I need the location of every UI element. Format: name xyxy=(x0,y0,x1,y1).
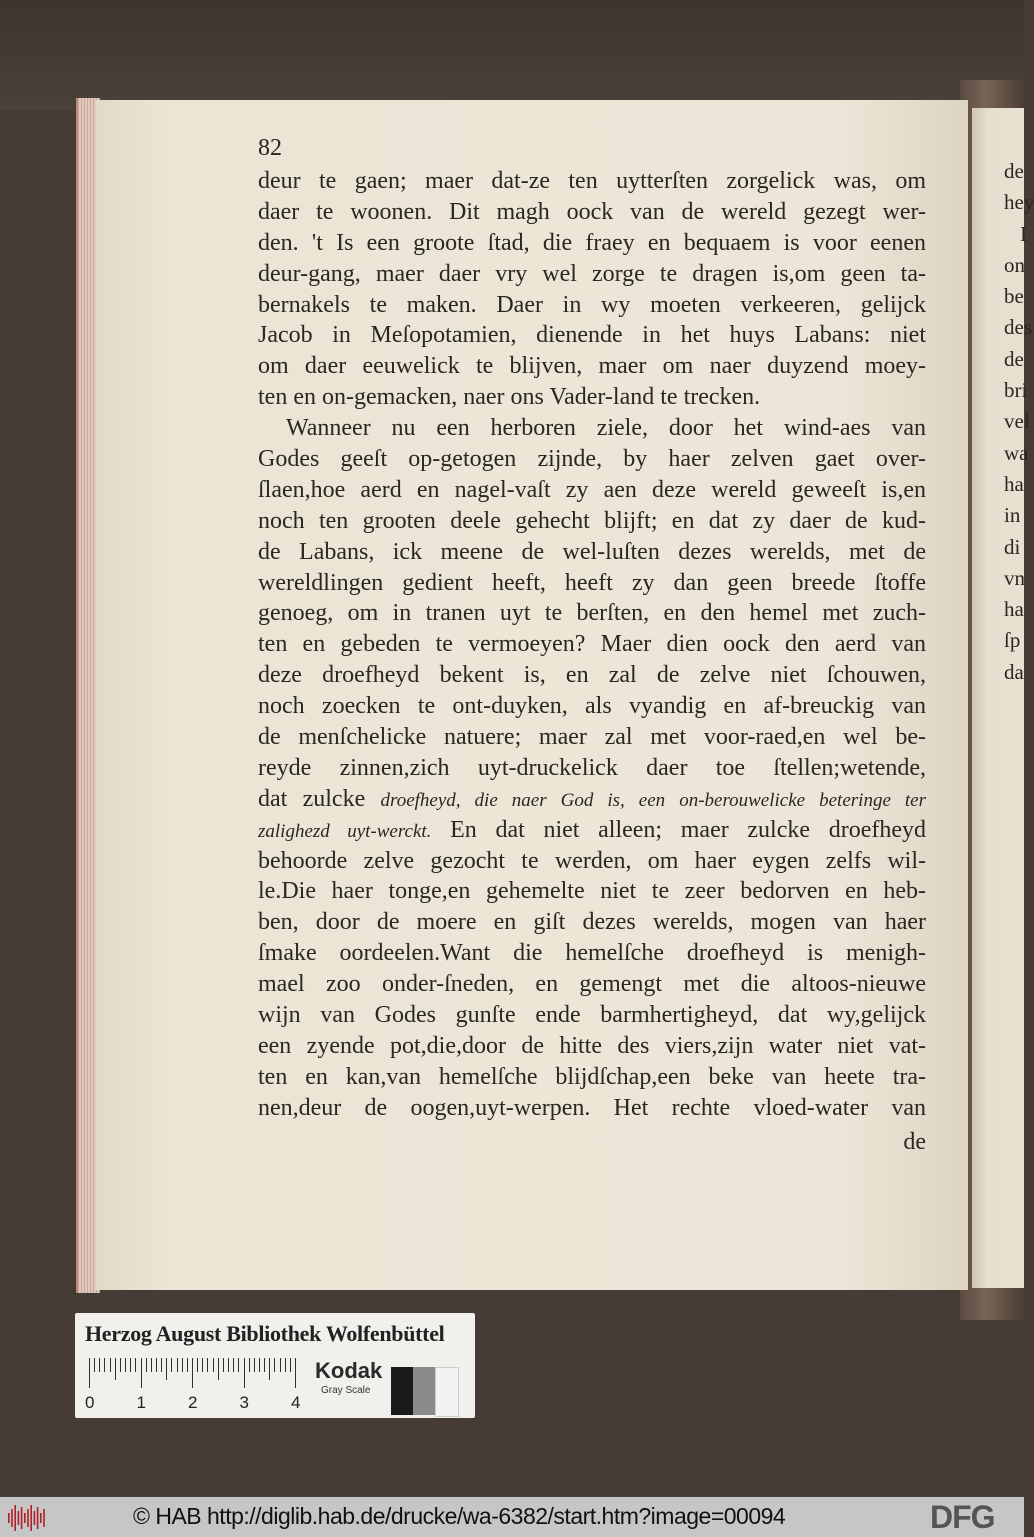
ruler-tick xyxy=(104,1358,105,1372)
ruler-tick xyxy=(130,1358,131,1372)
footer-copyright-url[interactable]: © HAB http://diglib.hab.de/drucke/wa-6382/start.htm?image=00094 xyxy=(133,1503,786,1529)
italic-quote: droefheyd, die naer God is, een on-berouwelicke beteringe ter xyxy=(380,789,926,811)
text-line: ben, door de moere en giſt dezes werelds, mogen van haer xyxy=(258,909,926,936)
facing-text-fragment: vn xyxy=(1004,565,1025,590)
dfg-logo: DFG xyxy=(930,1499,995,1535)
ruler-tick xyxy=(202,1358,203,1372)
text-line: Jacob in Meſopotamien, dienende in het huys Labans: niet xyxy=(258,322,926,349)
facing-text-fragment: bri xyxy=(1004,378,1028,403)
text-line: Wanneer nu een herboren ziele, door het wind-aes van xyxy=(286,415,926,442)
ruler-tick xyxy=(254,1358,255,1372)
facing-text-fragment: ha xyxy=(1004,471,1024,496)
ruler-tick xyxy=(197,1358,198,1372)
text-line: om daer eeuwelick te blijven, maer om naer duyzend moey- xyxy=(258,353,926,380)
ruler-tick xyxy=(274,1358,275,1372)
gray-swatch xyxy=(413,1367,435,1415)
facing-text-fragment: da xyxy=(1004,659,1024,684)
gray-swatch xyxy=(435,1367,459,1417)
ruler-number: 4 xyxy=(291,1393,301,1412)
logo-bar xyxy=(24,1513,26,1523)
gray-swatch xyxy=(391,1367,413,1415)
ruler-tick xyxy=(141,1358,142,1388)
ruler-tick xyxy=(166,1358,167,1380)
text-line: de menſchelicke natuere; maer zal met voor-raed,en wel be- xyxy=(258,724,926,751)
ruler-number: 0 xyxy=(85,1393,95,1412)
text-line: den. 't Is een groote ſtad, die fraey en bequaem is voor eenen xyxy=(258,229,926,256)
text-line xyxy=(258,815,926,846)
text-line: ten en on-gemacken, naer ons Vader-land te trecken. xyxy=(258,384,761,411)
logo-bar xyxy=(27,1509,29,1527)
logo-bar xyxy=(34,1511,36,1525)
ruler-tick xyxy=(207,1358,208,1372)
hab-logo-icon xyxy=(6,1503,48,1533)
text-line: nen,deur de oogen,uyt-werpen. Het rechte vloed-water van xyxy=(258,1094,926,1121)
facing-text-fragment: ſp xyxy=(1004,628,1021,653)
facing-text-fragment: I xyxy=(1020,221,1027,246)
text-line: noch ten grooten deele gehecht blijft; en dat zy daer de kud- xyxy=(258,507,926,534)
text-line: deur-gang, maer daer vry wel zorge te dragen is,om geen ta- xyxy=(258,260,926,287)
text-line: reyde zinnen,zich uyt-druckelick daer toe ſtellen;wetende, xyxy=(258,754,926,781)
ruler-tick xyxy=(125,1358,126,1372)
facing-text-fragment: di xyxy=(1004,534,1021,559)
text-line: behoorde zelve gezocht te werden, om haer eygen zelfs wil- xyxy=(258,847,926,874)
facing-text-fragment: vel xyxy=(1004,409,1030,434)
text-line: Godes geeſt op-getogen zijnde, by haer zelven gaet over- xyxy=(258,446,926,473)
facing-text-fragment: in xyxy=(1004,503,1021,528)
ruler-tick xyxy=(99,1358,100,1372)
ruler-tick xyxy=(120,1358,121,1372)
ruler-tick xyxy=(249,1358,250,1372)
ruler-tick xyxy=(238,1358,239,1372)
text-line: wereldlingen gedient heeft, heeft zy dan geen breede ſtoffe xyxy=(258,569,926,596)
text-line: deur te gaen; maer dat-ze ten uytterſten zorgelick was, om xyxy=(258,168,926,194)
text-line: deze droefheyd bekent is, en zal de zelve niet ſchouwen, xyxy=(258,662,926,689)
text-span: dat zulcke xyxy=(258,785,381,812)
text-line: ten en kan,van hemelſche blijdſchap,een beke van heete tra- xyxy=(258,1063,926,1090)
ruler-tick xyxy=(290,1358,291,1372)
text-span: En dat niet alleen; maer zulcke droefheyd xyxy=(431,816,926,843)
ruler-tick xyxy=(177,1358,178,1372)
logo-bar xyxy=(11,1509,13,1527)
facing-page-text xyxy=(1004,156,1034,688)
ruler-tick xyxy=(161,1358,162,1372)
text-line: noch zoecken te ont-duyken, als vyandig en af-breuckig van xyxy=(258,693,926,720)
logo-bar xyxy=(8,1513,10,1523)
ruler-tick xyxy=(213,1358,214,1372)
logo-bar xyxy=(40,1513,42,1523)
text-line: een zyende pot,die,door de hitte des viers,zijn water niet vat- xyxy=(258,1032,926,1059)
facing-text-fragment: be xyxy=(1004,284,1024,309)
scale-card xyxy=(75,1313,475,1418)
ruler-tick xyxy=(187,1358,188,1372)
logo-bar xyxy=(43,1509,45,1527)
ruler-tick xyxy=(269,1358,270,1380)
text-line: mael zoo onder-ſneden, en gemengt met die altoos-nieuwe xyxy=(258,971,926,998)
ruler-tick xyxy=(280,1358,281,1372)
facing-text-fragment: wa xyxy=(1004,440,1029,465)
facing-text-fragment: hey xyxy=(1004,190,1034,215)
italic-quote: zalighezd uyt-werckt. xyxy=(258,820,432,842)
facing-text-fragment: des xyxy=(1004,315,1032,340)
ruler-tick xyxy=(264,1358,265,1372)
facing-text-fragment: on xyxy=(1004,252,1025,277)
ruler-tick xyxy=(115,1358,116,1380)
logo-bar xyxy=(21,1507,23,1529)
ruler-tick xyxy=(295,1358,296,1388)
ruler-tick xyxy=(218,1358,219,1380)
ruler-tick xyxy=(285,1358,286,1372)
ruler-tick xyxy=(223,1358,224,1372)
ruler-tick xyxy=(244,1358,245,1388)
kodak-brand: Kodak xyxy=(315,1358,383,1383)
text-line: daer te woonen. Dit magh oock van de wereld gezegt wer- xyxy=(258,198,926,225)
text-line: wijn van Godes gunſte ende barmhertigheyd, dat wy,gelijck xyxy=(258,1002,926,1029)
ruler-tick xyxy=(89,1358,90,1388)
ruler-tick xyxy=(192,1358,193,1388)
ruler-number: 2 xyxy=(188,1393,198,1412)
ruler-tick xyxy=(110,1358,111,1372)
catchword: de xyxy=(903,1129,926,1155)
logo-bar xyxy=(18,1511,20,1525)
ruler xyxy=(85,1358,301,1412)
text-line: de Labans, ick meene de wel-luſten dezes werelds, met de xyxy=(258,538,926,565)
ruler-tick xyxy=(151,1358,152,1372)
facing-text-fragment: de xyxy=(1004,346,1024,371)
logo-bar xyxy=(30,1505,32,1531)
gray-scale-label: Gray Scale xyxy=(321,1385,371,1396)
ruler-tick xyxy=(233,1358,234,1372)
ruler-tick xyxy=(259,1358,260,1372)
library-name: Herzog August Bibliothek Wolfenbüttel xyxy=(85,1321,445,1346)
ruler-tick xyxy=(156,1358,157,1372)
text-line: bernakels te maken. Daer in wy moeten verkeeren, gelijck xyxy=(258,291,926,318)
facing-text-fragment: de xyxy=(1004,159,1024,183)
ruler-tick xyxy=(182,1358,183,1372)
ruler-tick xyxy=(171,1358,172,1372)
text-line: ten en gebeden te vermoeyen? Maer dien oock den aerd van xyxy=(258,631,926,658)
ruler-tick xyxy=(135,1358,136,1372)
text-line: ſmake oordeelen.Want die hemelſche droefheyd is menigh- xyxy=(258,940,926,967)
logo-bar xyxy=(14,1505,16,1531)
ruler-number: 3 xyxy=(239,1393,249,1412)
ruler-tick xyxy=(228,1358,229,1372)
page-number: 82 xyxy=(258,135,282,161)
footer-bar xyxy=(0,1497,1024,1537)
text-line xyxy=(258,784,926,815)
logo-bar xyxy=(37,1507,39,1529)
text-line: genoeg, om in tranen uyt te berſten, en den hemel met zuch- xyxy=(258,600,926,627)
text-line: le.Die haer tonge,en gehemelte niet te zeer bedorven en heb- xyxy=(258,878,926,905)
text-line: ſlaen,hoe aerd en nagel-vaſt zy aen deze wereld geweeſt is,en xyxy=(258,476,926,503)
background xyxy=(0,0,1024,110)
page-text xyxy=(258,166,926,1124)
ruler-number: 1 xyxy=(136,1393,146,1412)
facing-text-fragment: ha xyxy=(1004,597,1024,622)
ruler-tick xyxy=(94,1358,95,1372)
ruler-tick xyxy=(146,1358,147,1372)
